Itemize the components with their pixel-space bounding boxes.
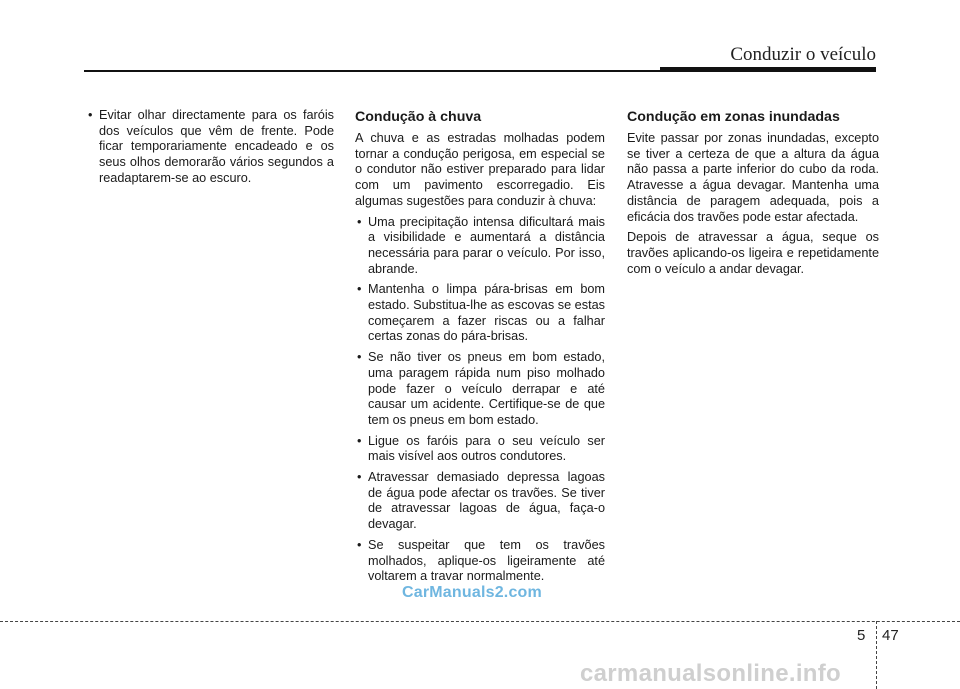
column-left xyxy=(84,108,334,192)
chapter-number: 5 xyxy=(857,627,866,644)
bullet-icon: • xyxy=(88,108,93,122)
bullet-icon: • xyxy=(357,537,362,552)
list-item xyxy=(355,470,605,533)
bullet-icon: • xyxy=(357,433,362,448)
list-item-text: Se não tiver os pneus em bom estado, uma paragem rápida num piso molhado pode fazer o veículo derrapar e até causar um acidente. Certifique-se de que tem os pneus em bom estado. xyxy=(368,350,605,427)
heading-rain-driving: Condução à chuva xyxy=(355,109,482,125)
column-right xyxy=(627,108,879,282)
watermark-link[interactable]: CarManuals2.com xyxy=(402,584,542,601)
footer-divider xyxy=(0,621,960,622)
list-item-text: Atravessar demasiado depressa lagoas de água pode afectar os travões. Se tiver de atravessar lagoas de água, faça-o devagar. xyxy=(368,470,605,532)
column-middle xyxy=(355,108,605,590)
watermark-site[interactable]: carmanualsonline.info xyxy=(580,660,842,687)
list-item xyxy=(355,215,605,278)
list-item xyxy=(355,434,605,465)
list-item xyxy=(355,350,605,429)
list-item-text: Evitar olhar directamente para os faróis dos veículos que vêm de frente. Pode ficar temporariamente encadeado e os seus olhos demorarão vários segundos a readaptarem-se ao escuro. xyxy=(99,108,334,185)
paragraph: Depois de atravessar a água, seque os travões aplicando-os ligeira e repetidamente com o veículo a andar devagar. xyxy=(627,230,879,276)
bullet-list xyxy=(84,108,334,187)
bullet-icon: • xyxy=(357,470,362,485)
bullet-icon: • xyxy=(357,214,362,229)
bullet-icon: • xyxy=(357,350,362,365)
intro-paragraph: A chuva e as estradas molhadas podem tornar a condução perigosa, em especial se o condutor não estiver preparado para lidar com um pavimento escorregadio. Eis algumas sugestões para conduzir à chuva: xyxy=(355,131,605,208)
section-title: Conduzir o veículo xyxy=(730,44,876,65)
paragraph: Evite passar por zonas inundadas, excepto se tiver a certeza de que a altura da água não passa a parte inferior do cubo da roda. Atravesse a água devagar. Mantenha uma distância de paragem adequada, pois a eficácia dos travões pode estar afectada. xyxy=(627,131,879,224)
list-item-text: Ligue os faróis para o seu veículo ser mais visível aos outros condutores. xyxy=(368,433,605,464)
list-item-text: Uma precipitação intensa dificultará mais a visibilidade e aumentará a distância necessária para parar o veículo. Por isso, abrande. xyxy=(368,214,605,276)
list-item xyxy=(355,538,605,585)
heading-flooded-areas: Condução em zonas inundadas xyxy=(627,109,840,125)
page-number: 47 xyxy=(882,627,899,644)
bullet-list xyxy=(355,215,605,585)
header-rule-accent xyxy=(660,67,876,72)
list-item-text: Se suspeitar que tem os travões molhados, aplique-os ligeiramente até voltarem a travar normalmente. xyxy=(368,537,605,584)
list-item xyxy=(355,282,605,345)
list-item-text: Mantenha o limpa pára-brisas em bom estado. Substitua-lhe as escovas se estas começarem a fazer riscas ou a falhar certas zonas do pára-brisas. xyxy=(368,282,605,344)
list-item xyxy=(84,108,334,187)
footer-vertical-divider xyxy=(876,621,877,689)
bullet-icon: • xyxy=(357,282,362,297)
